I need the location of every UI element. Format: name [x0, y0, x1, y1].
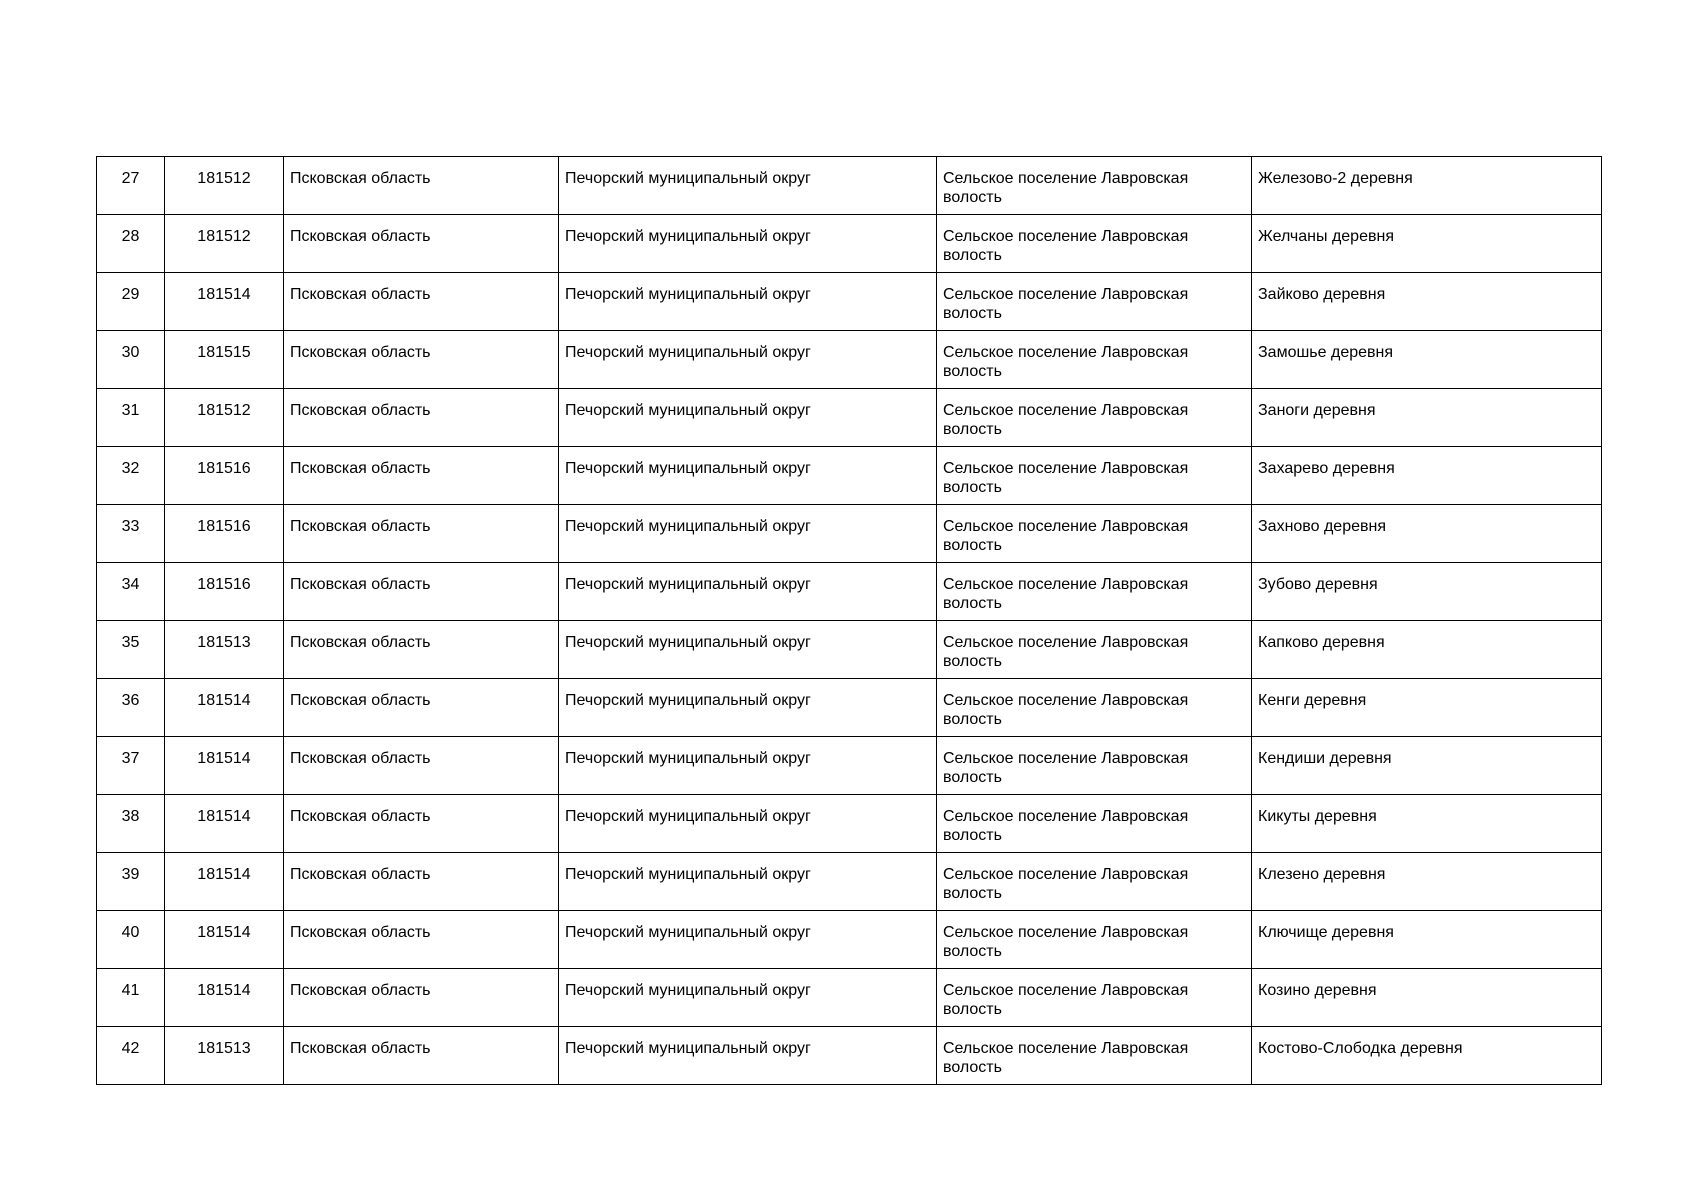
- district-cell: Печорский муниципальный округ: [559, 795, 937, 853]
- table-row: [97, 853, 1602, 911]
- settlement-cell: Сельское поселение Лавровская волость: [937, 911, 1252, 969]
- row-number-cell: 27: [97, 157, 165, 215]
- settlement-cell: Сельское поселение Лавровская волость: [937, 273, 1252, 331]
- region-cell: Псковская область: [284, 157, 559, 215]
- table-row: [97, 737, 1602, 795]
- district-cell: Печорский муниципальный округ: [559, 563, 937, 621]
- region-cell: Псковская область: [284, 215, 559, 273]
- row-number-cell: 32: [97, 447, 165, 505]
- locality-cell: Костово-Слободка деревня: [1252, 1027, 1602, 1085]
- district-cell: Печорский муниципальный округ: [559, 679, 937, 737]
- settlement-cell: Сельское поселение Лавровская волость: [937, 447, 1252, 505]
- settlement-cell: Сельское поселение Лавровская волость: [937, 795, 1252, 853]
- region-cell: Псковская область: [284, 563, 559, 621]
- postal-index-cell: 181514: [165, 737, 284, 795]
- district-cell: Печорский муниципальный округ: [559, 273, 937, 331]
- locality-cell: Кендиши деревня: [1252, 737, 1602, 795]
- postal-index-cell: 181514: [165, 795, 284, 853]
- locality-cell: Заноги деревня: [1252, 389, 1602, 447]
- table-row: [97, 157, 1602, 215]
- district-cell: Печорский муниципальный округ: [559, 737, 937, 795]
- postal-index-cell: 181512: [165, 215, 284, 273]
- table-row: [97, 969, 1602, 1027]
- table-row: [97, 389, 1602, 447]
- postal-index-cell: 181516: [165, 563, 284, 621]
- table-row: [97, 621, 1602, 679]
- settlement-cell: Сельское поселение Лавровская волость: [937, 563, 1252, 621]
- settlement-cell: Сельское поселение Лавровская волость: [937, 621, 1252, 679]
- settlement-cell: Сельское поселение Лавровская волость: [937, 737, 1252, 795]
- table-row: [97, 331, 1602, 389]
- settlement-cell: Сельское поселение Лавровская волость: [937, 679, 1252, 737]
- locality-cell: Козино деревня: [1252, 969, 1602, 1027]
- postal-index-cell: 181513: [165, 621, 284, 679]
- region-cell: Псковская область: [284, 969, 559, 1027]
- locality-cell: Зубово деревня: [1252, 563, 1602, 621]
- region-cell: Псковская область: [284, 737, 559, 795]
- settlement-cell: Сельское поселение Лавровская волость: [937, 331, 1252, 389]
- table-row: [97, 1027, 1602, 1085]
- region-cell: Псковская область: [284, 389, 559, 447]
- locality-cell: Кенги деревня: [1252, 679, 1602, 737]
- postal-index-cell: 181514: [165, 679, 284, 737]
- row-number-cell: 29: [97, 273, 165, 331]
- settlements-table: [96, 156, 1602, 1085]
- postal-index-cell: 181513: [165, 1027, 284, 1085]
- region-cell: Псковская область: [284, 679, 559, 737]
- postal-index-cell: 181514: [165, 969, 284, 1027]
- row-number-cell: 42: [97, 1027, 165, 1085]
- table-row: [97, 911, 1602, 969]
- table-body: [97, 157, 1602, 1085]
- row-number-cell: 30: [97, 331, 165, 389]
- settlement-cell: Сельское поселение Лавровская волость: [937, 1027, 1252, 1085]
- district-cell: Печорский муниципальный округ: [559, 447, 937, 505]
- row-number-cell: 40: [97, 911, 165, 969]
- region-cell: Псковская область: [284, 621, 559, 679]
- postal-index-cell: 181512: [165, 389, 284, 447]
- postal-index-cell: 181514: [165, 273, 284, 331]
- locality-cell: Клезено деревня: [1252, 853, 1602, 911]
- district-cell: Печорский муниципальный округ: [559, 389, 937, 447]
- locality-cell: Железово-2 деревня: [1252, 157, 1602, 215]
- settlement-cell: Сельское поселение Лавровская волость: [937, 853, 1252, 911]
- table-row: [97, 679, 1602, 737]
- row-number-cell: 38: [97, 795, 165, 853]
- table-row: [97, 505, 1602, 563]
- locality-cell: Захново деревня: [1252, 505, 1602, 563]
- locality-cell: Захарево деревня: [1252, 447, 1602, 505]
- locality-cell: Замошье деревня: [1252, 331, 1602, 389]
- row-number-cell: 36: [97, 679, 165, 737]
- district-cell: Печорский муниципальный округ: [559, 911, 937, 969]
- region-cell: Псковская область: [284, 505, 559, 563]
- region-cell: Псковская область: [284, 1027, 559, 1085]
- table-row: [97, 215, 1602, 273]
- postal-index-cell: 181514: [165, 853, 284, 911]
- region-cell: Псковская область: [284, 795, 559, 853]
- locality-cell: Ключище деревня: [1252, 911, 1602, 969]
- region-cell: Псковская область: [284, 331, 559, 389]
- row-number-cell: 31: [97, 389, 165, 447]
- locality-cell: Желчаны деревня: [1252, 215, 1602, 273]
- region-cell: Псковская область: [284, 911, 559, 969]
- district-cell: Печорский муниципальный округ: [559, 505, 937, 563]
- table-row: [97, 563, 1602, 621]
- region-cell: Псковская область: [284, 853, 559, 911]
- district-cell: Печорский муниципальный округ: [559, 969, 937, 1027]
- row-number-cell: 28: [97, 215, 165, 273]
- locality-cell: Капково деревня: [1252, 621, 1602, 679]
- locality-cell: Зайково деревня: [1252, 273, 1602, 331]
- postal-index-cell: 181516: [165, 447, 284, 505]
- row-number-cell: 39: [97, 853, 165, 911]
- row-number-cell: 37: [97, 737, 165, 795]
- district-cell: Печорский муниципальный округ: [559, 853, 937, 911]
- postal-index-cell: 181516: [165, 505, 284, 563]
- postal-index-cell: 181515: [165, 331, 284, 389]
- row-number-cell: 34: [97, 563, 165, 621]
- district-cell: Печорский муниципальный округ: [559, 157, 937, 215]
- region-cell: Псковская область: [284, 447, 559, 505]
- row-number-cell: 35: [97, 621, 165, 679]
- table-row: [97, 447, 1602, 505]
- settlement-cell: Сельское поселение Лавровская волость: [937, 969, 1252, 1027]
- district-cell: Печорский муниципальный округ: [559, 215, 937, 273]
- postal-index-cell: 181514: [165, 911, 284, 969]
- settlement-cell: Сельское поселение Лавровская волость: [937, 157, 1252, 215]
- settlement-cell: Сельское поселение Лавровская волость: [937, 505, 1252, 563]
- locality-cell: Кикуты деревня: [1252, 795, 1602, 853]
- postal-index-cell: 181512: [165, 157, 284, 215]
- district-cell: Печорский муниципальный округ: [559, 331, 937, 389]
- region-cell: Псковская область: [284, 273, 559, 331]
- table-row: [97, 795, 1602, 853]
- district-cell: Печорский муниципальный округ: [559, 1027, 937, 1085]
- row-number-cell: 33: [97, 505, 165, 563]
- table-row: [97, 273, 1602, 331]
- district-cell: Печорский муниципальный округ: [559, 621, 937, 679]
- settlement-cell: Сельское поселение Лавровская волость: [937, 389, 1252, 447]
- row-number-cell: 41: [97, 969, 165, 1027]
- settlement-cell: Сельское поселение Лавровская волость: [937, 215, 1252, 273]
